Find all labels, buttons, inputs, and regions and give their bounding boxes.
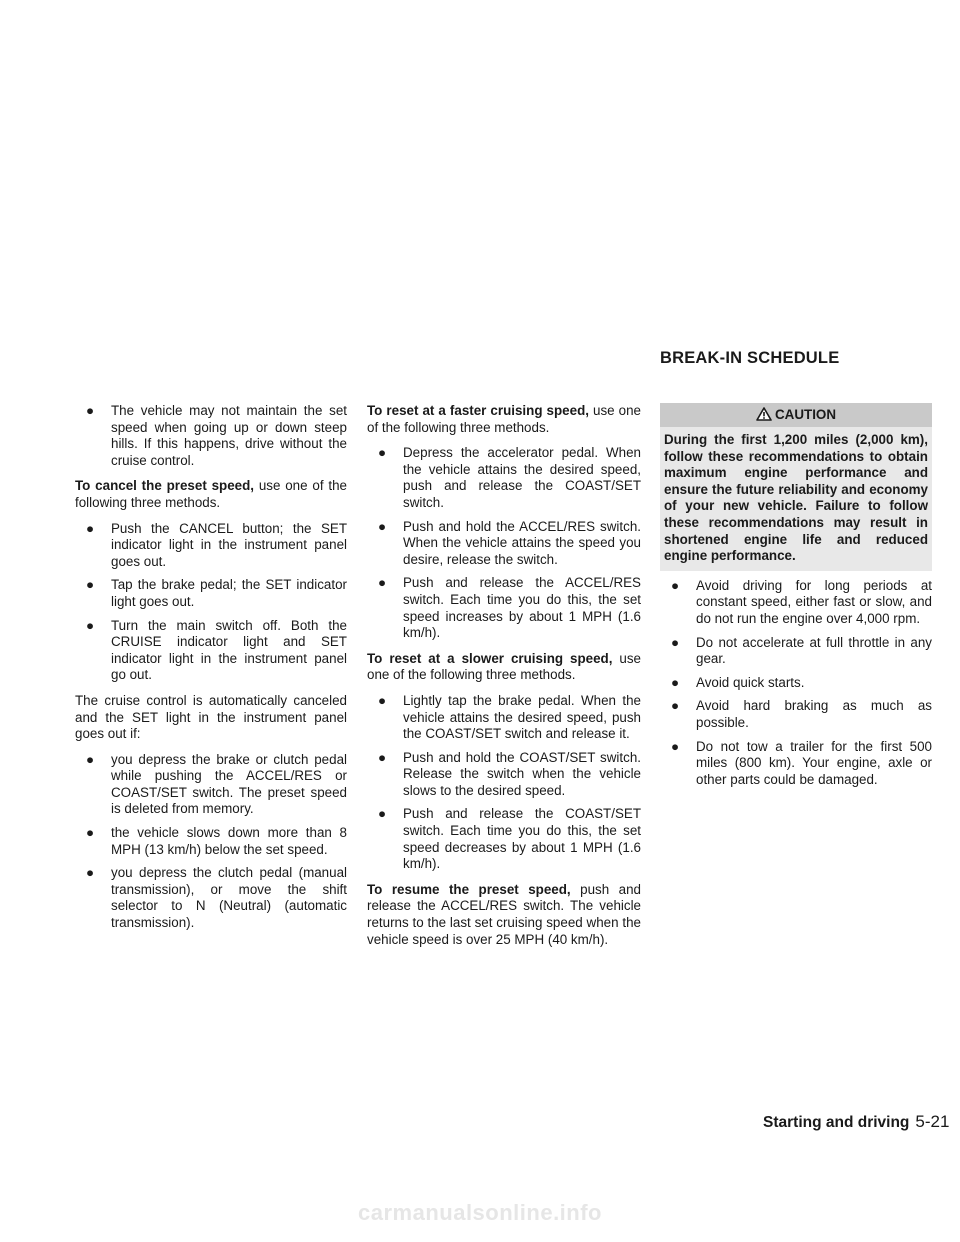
bullet-dot-icon: ● — [86, 403, 95, 418]
bullet-dot-icon: ● — [378, 575, 387, 591]
cancel-text: use one of the following three methods. — [75, 478, 347, 510]
auto-cancel-paragraph: The cruise control is automatically canceled and the SET light in the instrument panel goes out if: — [75, 692, 347, 742]
slower-lead: To reset at a slower cruising speed, — [367, 650, 613, 666]
faster-paragraph — [367, 403, 641, 436]
section-title: BREAK-IN SCHEDULE — [660, 349, 840, 367]
bullet-dot-icon: ● — [378, 749, 387, 765]
list-item-text: Avoid driving for long periods at constant speed, either fast or slow, and do not run the engine over 4,000 rpm. — [696, 577, 932, 626]
list-item — [86, 403, 347, 469]
list-item-text: Do not accelerate at full throttle in any gear. — [696, 634, 932, 667]
list-item-text: you depress the clutch pedal (manual transmission), or move the shift selector to N (Neutral) (automatic transmission). — [111, 865, 347, 931]
list-item-text: Do not tow a trailer for the first 500 miles (800 km). Your engine, axle or other parts could be damaged. — [696, 738, 932, 787]
list-item-text: Turn the main switch off. Both the CRUISE indicator light and SET indicator light in the instrument panel go out. — [111, 617, 347, 683]
cancel-paragraph — [75, 478, 347, 511]
column-1 — [75, 403, 347, 941]
list-item — [671, 578, 932, 628]
bullet-dot-icon: ● — [378, 806, 387, 822]
faster-text: use one of the following three methods. — [367, 403, 642, 435]
page-number: 5-21 — [915, 1112, 950, 1131]
cancel-bullet-list — [75, 521, 347, 684]
list-item-text: Push and hold the ACCEL/RES switch. When the vehicle attains the speed you desire, release the switch. — [403, 518, 641, 567]
break-in-bullet-list — [660, 578, 932, 789]
bullet-dot-icon: ● — [86, 865, 95, 881]
faster-lead: To reset at a faster cruising speed, — [367, 403, 589, 418]
bullet-dot-icon: ● — [86, 751, 95, 767]
list-item-text: Avoid hard braking as much as possible. — [696, 698, 932, 730]
list-item — [671, 675, 932, 692]
bullet-dot-icon: ● — [378, 518, 387, 534]
list-item-text: Push and release the ACCEL/RES switch. Each time you do this, the set speed increases by about 1 MPH (1.6 km/h). — [403, 575, 641, 641]
bullet-dot-icon: ● — [86, 617, 95, 633]
list-item — [378, 693, 641, 743]
list-item-text: Depress the accelerator pedal. When the vehicle attains the desired speed, push and release the COAST/SET switch. — [403, 445, 641, 510]
resume-lead: To resume the preset speed, — [367, 881, 571, 897]
list-item — [86, 752, 347, 818]
slower-bullet-list — [367, 693, 641, 873]
resume-text: push and release the ACCEL/RES switch. The vehicle returns to the last set cruising speed when the vehicle speed is over 25 MPH (40 km/h). — [367, 881, 641, 947]
list-item-text: Lightly tap the brake pedal. When the vehicle attains the desired speed, push the COAST/SET switch and release it. — [403, 692, 641, 742]
bullet-dot-icon: ● — [86, 825, 95, 841]
bullet-dot-icon: ● — [671, 674, 680, 690]
column-2 — [367, 403, 641, 957]
list-item-text: The vehicle may not maintain the set speed when going up or down steep hills. If this happens, drive without the cruise control. — [111, 403, 347, 468]
list-item-text: Tap the brake pedal; the SET indicator light goes out. — [111, 577, 347, 609]
list-item — [86, 865, 347, 931]
list-item — [671, 698, 932, 731]
resume-paragraph — [367, 882, 641, 948]
list-item — [378, 750, 641, 800]
bullet-dot-icon: ● — [86, 577, 95, 593]
caution-header — [660, 403, 932, 427]
chapter-title: Starting and driving — [763, 1114, 910, 1131]
cancel-lead: To cancel the preset speed, — [75, 478, 255, 494]
list-item — [671, 635, 932, 668]
list-item — [86, 577, 347, 610]
column-3 — [660, 403, 932, 797]
slower-paragraph — [367, 651, 641, 684]
bullet-dot-icon: ● — [378, 692, 387, 708]
faster-bullet-list — [367, 445, 641, 642]
bullet-dot-icon: ● — [671, 738, 680, 754]
list-item-text: you depress the brake or clutch pedal while pushing the ACCEL/RES or COAST/SET switch. The preset speed is deleted from memory. — [111, 751, 347, 817]
list-item-text: Push and release the COAST/SET switch. Each time you do this, the set speed decreases by about 1 MPH (1.6 km/h). — [403, 806, 641, 872]
bullet-dot-icon: ● — [671, 698, 680, 714]
list-item — [378, 575, 641, 641]
warning-triangle-icon — [756, 405, 772, 429]
list-item — [378, 519, 641, 569]
list-item — [378, 806, 641, 872]
auto-cancel-bullet-list — [75, 752, 347, 932]
watermark: carmanualsonline.info — [358, 1200, 602, 1225]
bullet-dot-icon: ● — [671, 577, 680, 593]
list-item — [86, 825, 347, 858]
list-item-text: the vehicle slows down more than 8 MPH (13 km/h) below the set speed. — [111, 825, 347, 857]
list-item — [671, 739, 932, 789]
list-item-text: Avoid quick starts. — [696, 674, 805, 690]
list-item-text: Push and hold the COAST/SET switch. Release the switch when the vehicle slows to the desired speed. — [403, 749, 641, 798]
list-item-text: Push the CANCEL button; the SET indicator light in the instrument panel goes out. — [111, 520, 347, 569]
bullet-dot-icon: ● — [378, 445, 387, 461]
bullet-dot-icon: ● — [86, 520, 95, 536]
list-item — [86, 521, 347, 571]
list-item — [378, 445, 641, 511]
caution-label: CAUTION — [775, 407, 836, 422]
slower-text: use one of the following three methods. — [367, 650, 642, 683]
caution-body: During the first 1,200 miles (2,000 km), follow these recommendations to obtain maximum engine performance and ensure the future reliability and economy of your new vehicle. Failure to follow these recommendations may result in shortened engine life and reduced engine performance. — [660, 427, 932, 571]
bullet-dot-icon: ● — [671, 634, 680, 650]
list-item — [86, 618, 347, 684]
page-footer — [763, 1112, 950, 1132]
top-bullet-list — [75, 403, 347, 469]
